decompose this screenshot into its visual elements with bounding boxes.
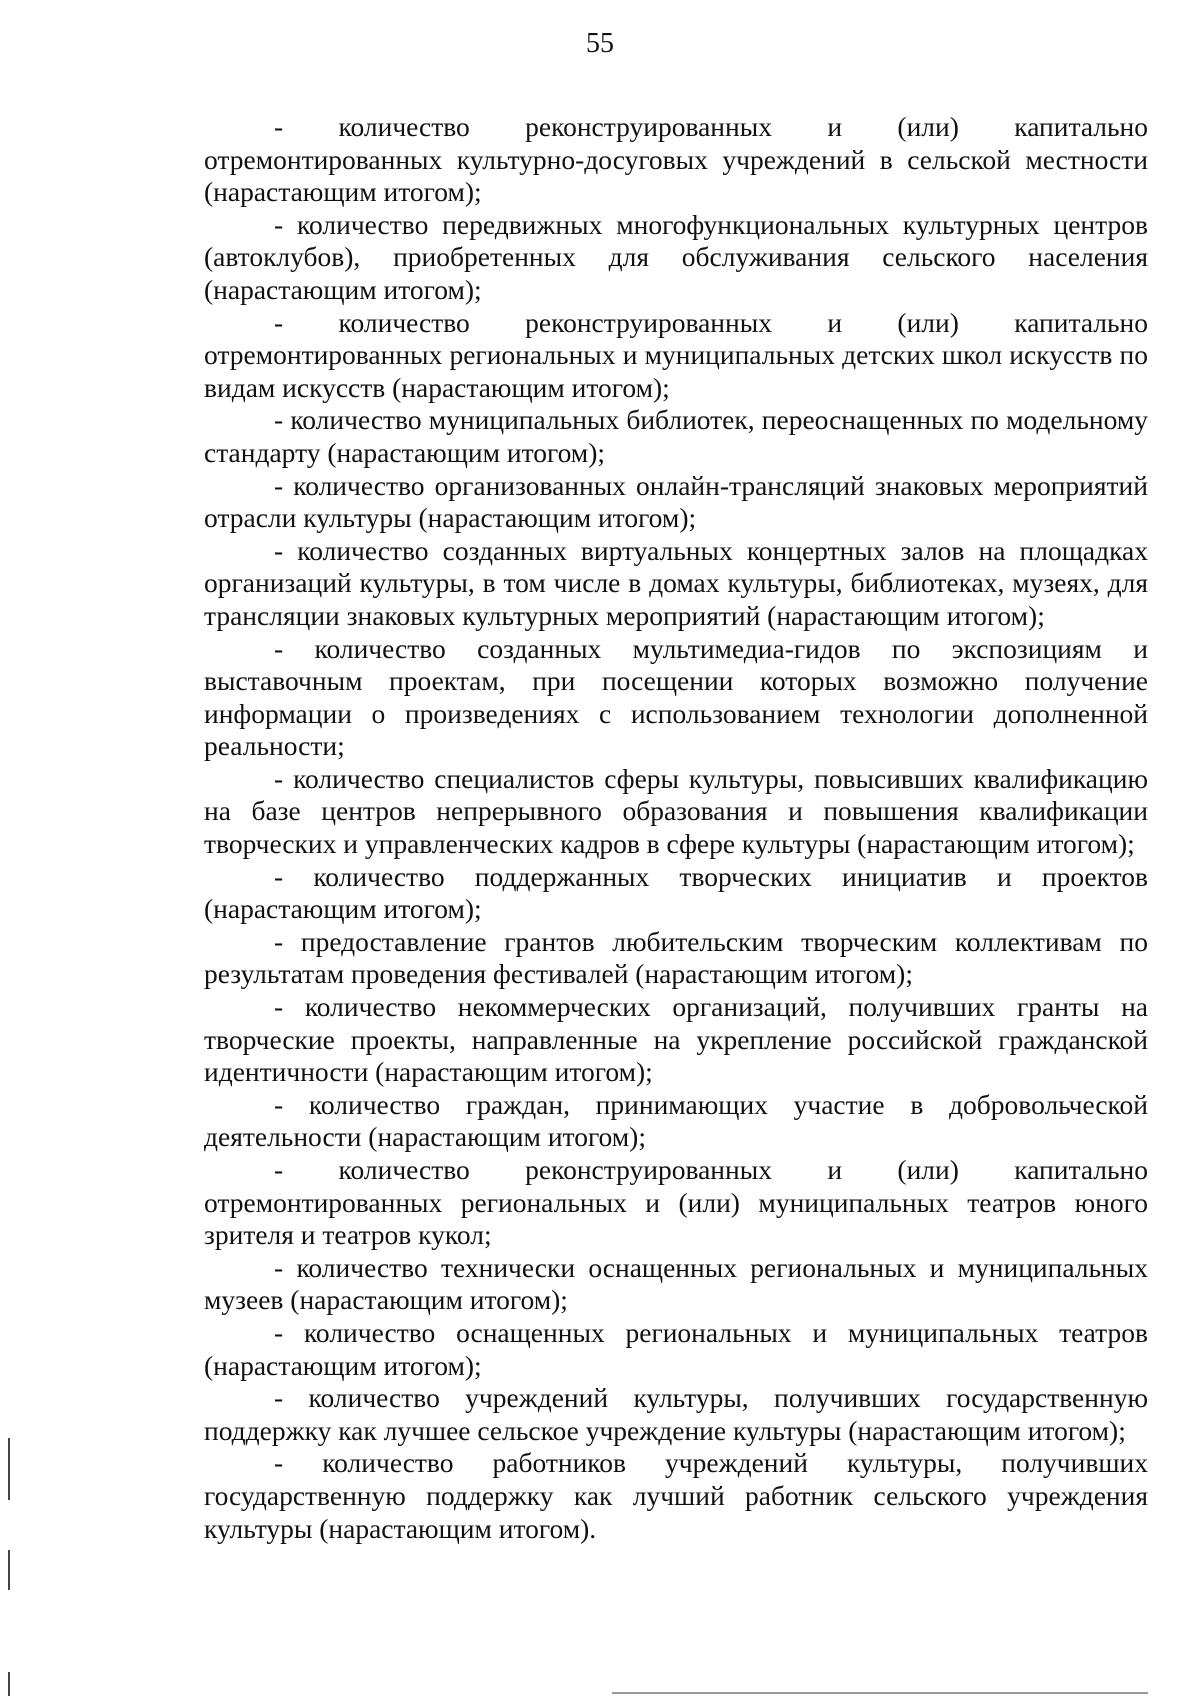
scan-edge-mark [8,1672,10,1696]
list-item: - количество технически оснащенных региональных и муниципальных музеев (нарастающим итогом); [204,1251,1148,1316]
list-item: - количество некоммерческих организаций, получивших гранты на творческие проекты, направленные на укрепление российской гражданской идентичности (нарастающим итогом); [204,991,1148,1088]
list-item: - количество работников учреждений культуры, получивших государственную поддержку как лучший работник сельского учреждения культуры (нарастающим итогом). [204,1447,1148,1544]
list-item: - количество созданных мультимедиа-гидов по экспозициям и выставочным проектам, при посещении которых возможно получение информации о произведениях с использованием технологии дополненной реальности; [204,632,1148,762]
list-item: - количество реконструированных и (или) капитально отремонтированных региональных и (или) муниципальных театров юного зрителя и театров кукол; [204,1154,1148,1251]
list-item: - количество созданных виртуальных концертных залов на площадках организаций культуры, в том числе в домах культуры, библиотеках, музеях, для трансляции знаковых культурных мероприятий (нарастающим итогом); [204,534,1148,631]
document-body [204,111,1148,1545]
list-item: - количество реконструированных и (или) капитально отремонтированных региональных и муниципальных детских школ искусств по видам искусств (нарастающим итогом); [204,306,1148,403]
scan-bottom-rule [612,1692,1148,1694]
list-item: - количество организованных онлайн-трансляций знаковых мероприятий отрасли культуры (нарастающим итогом); [204,469,1148,534]
list-item: - количество специалистов сферы культуры, повысивших квалификацию на базе центров непрерывного образования и повышения квалификации творческих и управленческих кадров в сфере культуры (нарастающим итогом); [204,762,1148,860]
list-item: - количество реконструированных и (или) капитально отремонтированных культурно-досуговых учреждений в сельской местности (нарастающим итогом); [204,111,1148,208]
list-item: - количество передвижных многофункциональных культурных центров (автоклубов), приобретенных для обслуживания сельского населения (нарастающим итогом); [204,208,1148,305]
list-item: - предоставление грантов любительским творческим коллективам по результатам проведения фестивалей (нарастающим итогом); [204,925,1148,990]
list-item: - количество поддержанных творческих инициатив и проектов (нарастающим итогом); [204,860,1148,925]
page-number: 55 [586,28,614,59]
list-item: - количество граждан, принимающих участие в добровольческой деятельности (нарастающим итогом); [204,1088,1148,1153]
list-item: - количество муниципальных библиотек, переоснащенных по модельному стандарту (нарастающим итогом); [204,404,1148,468]
scan-edge-mark [8,1550,10,1590]
list-item: - количество учреждений культуры, получивших государственную поддержку как лучшее сельское учреждение культуры (нарастающим итогом); [204,1382,1148,1446]
scan-edge-mark [8,1438,10,1500]
list-item: - количество оснащенных региональных и муниципальных театров (нарастающим итогом); [204,1316,1148,1381]
